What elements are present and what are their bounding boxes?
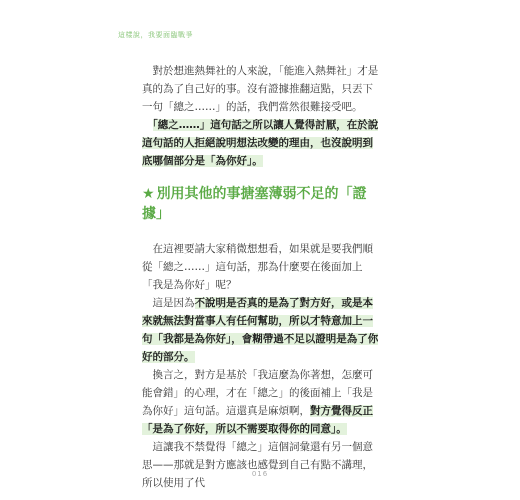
- paragraph-5: [142, 366, 382, 438]
- paragraph-2: [142, 116, 382, 170]
- page-body: [142, 62, 382, 492]
- highlighted-text: 不說明是否真的是為了對方好，或是本來就無法對當事人有任何幫助，所以才特意加上一句「我都是為你好」，會糊帶過不足以證明是為了你好的部分。: [142, 297, 379, 363]
- paragraph-4-lead: 這是因為: [152, 297, 195, 309]
- page-number: 016: [251, 470, 269, 478]
- paragraph-4: [142, 294, 382, 366]
- section-heading: [142, 184, 382, 224]
- section-heading-text: 別用其他的事搪塞薄弱不足的「證據」: [142, 186, 367, 222]
- highlighted-text: 對方覺得反正「是為了你好，所以不需要取得你的同意」。: [142, 405, 373, 435]
- paragraph-3: 在這裡要請大家稍微想想看，如果就是要我們順從「總之……」這句話，那為什麼要在後面加上「我是為你好」呢？: [142, 243, 373, 291]
- running-header: 這樣說，我要面臨戰爭: [118, 31, 193, 39]
- star-icon: ★: [142, 186, 155, 202]
- highlighted-text: 「總之……」這句話之所以讓人覺得討厭，在於說這句話的人拒絕說明想法改變的理由，也沒說明到底哪個部分是「為你好」。: [142, 119, 379, 167]
- paragraph-6: 這讓我不禁覺得「總之」這個詞彙還有另一個意思——那就是對方應該也感覺到自己有點不講理，所以使用了代: [142, 441, 373, 489]
- paragraph-1: 對於想進熱舞社的人來說，「能進入熱舞社」才是真的為了自己好的事。沒有證據推翻這點，只丟下一句「總之……」的話，我們當然很難接受吧。: [142, 65, 379, 113]
- paragraph-5-lead: 換言之，對方是基於「我這麼為你著想，怎麼可能會錯」的心理，才在「總之」的後面補上「我是為你好」這句話。這還真是麻煩啊，: [142, 369, 373, 417]
